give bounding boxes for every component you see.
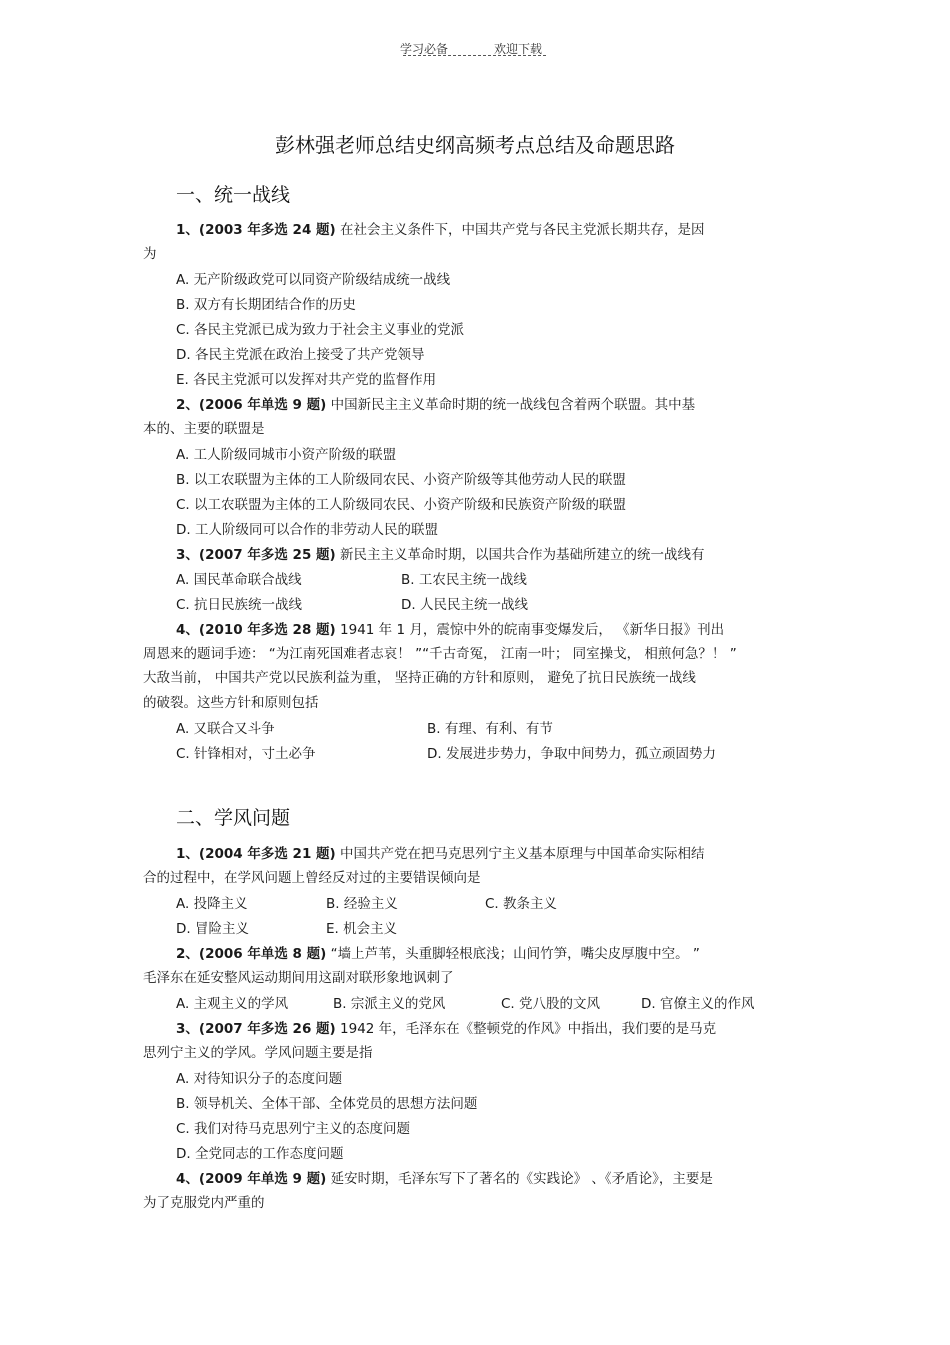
question-4-line-2: 为了克服党内严重的 — [143, 1195, 265, 1211]
option: D. 冒险主义 — [176, 921, 249, 937]
question-number: 2、( — [176, 397, 206, 413]
question-number: 2、( — [176, 946, 206, 962]
option: D. 发展进步势力，争取中间势力，孤立顽固势力 — [427, 746, 716, 762]
option: E. 各民主党派可以发挥对共产党的监督作用 — [176, 372, 437, 388]
option: A. 对待知识分子的态度问题 — [176, 1071, 343, 1087]
document-title: 彭林强老师总结史纲高频考点总结及命题思路 — [275, 133, 675, 157]
question-number: 4、( — [176, 622, 206, 638]
question-4-line-2: 周恩来的题词手迹： “为江南死国难者志哀！ ”“千古奇冤， 江南一叶； 同室操戈， 相煎何急？！ ” — [143, 646, 737, 662]
section-heading: 二、学风问题 — [176, 807, 291, 829]
option: C. 各民主党派已成为致力于社会主义事业的党派 — [176, 322, 465, 338]
header-dashed-underline — [403, 55, 546, 56]
question-text: 1941 年 1 月，震惊中外的皖南事变爆发后， 《新华日报》刊出 — [335, 622, 725, 638]
option: A. 投降主义 — [176, 896, 248, 912]
option: A. 又联合又斗争 — [176, 721, 275, 737]
option: A. 工人阶级同城市小资产阶级的联盟 — [176, 447, 397, 463]
option: B. 双方有长期团结合作的历史 — [176, 297, 356, 313]
question-text: 延安时期，毛泽东写下了著名的《实践论》 、《矛盾论》，主要是 — [326, 1171, 713, 1187]
question-number: 3、( — [176, 1021, 206, 1037]
question-4-line-4: 的破裂。这些方针和原则包括 — [143, 695, 319, 711]
question-3-line-1 — [176, 1019, 716, 1039]
question-meta: 2010 年多选 28 题) — [205, 622, 336, 638]
option: E. 机会主义 — [326, 921, 398, 937]
question-3-line-2: 思列宁主义的学风。学风问题主要是指 — [143, 1045, 373, 1061]
option: D. 工人阶级同可以合作的非劳动人民的联盟 — [176, 522, 438, 538]
option: C. 抗日民族统一战线 — [176, 597, 303, 613]
question-3-line-1 — [176, 545, 705, 565]
option: D. 全党同志的工作态度问题 — [176, 1146, 344, 1162]
question-1-line-2: 合的过程中，在学风问题上曾经反对过的主要错误倾向是 — [143, 870, 481, 886]
question-number: 4、( — [176, 1171, 206, 1187]
question-1-line-1 — [176, 844, 705, 864]
question-1-line-1 — [176, 220, 705, 240]
question-number: 1、( — [176, 222, 206, 238]
question-text: “墙上芦苇，头重脚轻根底浅；山间竹笋，嘴尖皮厚腹中空。 ” — [326, 946, 700, 962]
question-number: 1、( — [176, 846, 206, 862]
option: C. 针锋相对，寸土必争 — [176, 746, 316, 762]
question-meta: 2006 年单选 8 题) — [205, 946, 327, 962]
option: B. 宗派主义的党风 — [333, 996, 446, 1012]
question-meta: 2006 年单选 9 题) — [205, 397, 327, 413]
option: A. 无产阶级政党可以同资产阶级结成统一战线 — [176, 272, 451, 288]
option: B. 领导机关、全体干部、全体党员的思想方法问题 — [176, 1096, 478, 1112]
question-text: 新民主主义革命时期，以国共合作为基础所建立的统一战线有 — [335, 547, 705, 563]
option: D. 各民主党派在政治上接受了共产党领导 — [176, 347, 425, 363]
option: C. 教条主义 — [485, 896, 558, 912]
question-text: 1942 年，毛泽东在《整顿党的作风》中指出，我们要的是马克 — [335, 1021, 717, 1037]
option: D. 官僚主义的作风 — [641, 996, 755, 1012]
question-2-line-2: 毛泽东在延安整风运动期间用这副对联形象地讽刺了 — [143, 970, 454, 986]
question-4-line-3: 大敌当前， 中国共产党以民族利益为重， 坚持正确的方针和原则， 避免了抗日民族统一战线 — [143, 670, 696, 686]
question-4-line-1 — [176, 1169, 713, 1189]
option: B. 有理、有利、有节 — [427, 721, 553, 737]
question-4-line-1 — [176, 620, 724, 640]
question-text: 中国共产党在把马克思列宁主义基本原理与中国革命实际相结 — [335, 846, 705, 862]
question-text: 在社会主义条件下，中国共产党与各民主党派长期共存，是因 — [335, 222, 705, 238]
header-left-text: 学习必备 — [400, 42, 449, 56]
option: B. 经验主义 — [326, 896, 398, 912]
question-1-line-2: 为 — [143, 246, 157, 262]
question-meta: 2003 年多选 24 题) — [205, 222, 336, 238]
question-2-line-1 — [176, 395, 695, 415]
option: C. 我们对待马克思列宁主义的态度问题 — [176, 1121, 411, 1137]
option: A. 主观主义的学风 — [176, 996, 289, 1012]
question-meta: 2007 年多选 25 题) — [205, 547, 336, 563]
header-right-text: 欢迎下载 — [494, 42, 543, 56]
question-2-line-1 — [176, 944, 700, 964]
option: C. 以工农联盟为主体的工人阶级同农民、小资产阶级和民族资产阶级的联盟 — [176, 497, 627, 513]
question-text: 中国新民主主义革命时期的统一战线包含着两个联盟。其中基 — [326, 397, 696, 413]
question-meta: 2004 年多选 21 题) — [205, 846, 336, 862]
question-number: 3、( — [176, 547, 206, 563]
option: C. 党八股的文风 — [501, 996, 601, 1012]
question-2-line-2: 本的、主要的联盟是 — [143, 421, 265, 437]
option: D. 人民民主统一战线 — [401, 597, 528, 613]
option: B. 以工农联盟为主体的工人阶级同农民、小资产阶级等其他劳动人民的联盟 — [176, 472, 626, 488]
option: B. 工农民主统一战线 — [401, 572, 527, 588]
option: A. 国民革命联合战线 — [176, 572, 302, 588]
section-heading: 一、统一战线 — [176, 184, 291, 206]
question-meta: 2009 年单选 9 题) — [205, 1171, 327, 1187]
question-meta: 2007 年多选 26 题) — [205, 1021, 336, 1037]
